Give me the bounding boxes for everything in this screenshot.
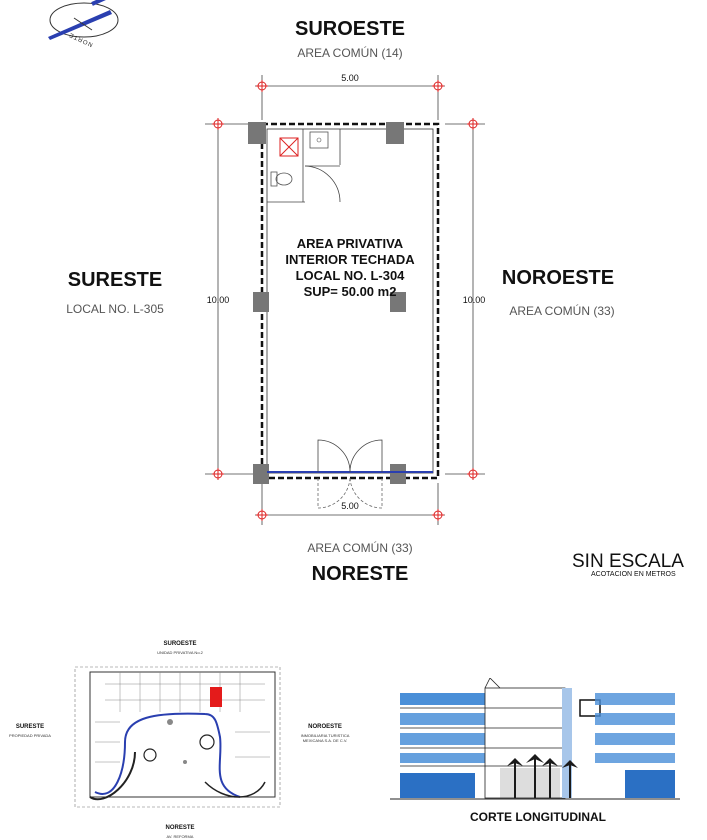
key-left-sub: PROPIEDAD PRIVADA — [9, 733, 51, 738]
plan-top-heading: SUROESTE — [294, 18, 406, 40]
key-left: SURESTE — [15, 724, 45, 730]
plan-left-sub: LOCAL NO. L-305 — [66, 302, 164, 316]
section-title: CORTE LONGITUDINAL — [470, 810, 606, 824]
key-right: NOROESTE — [308, 724, 342, 730]
scale-title: SIN ESCALA — [572, 551, 684, 572]
dim-left: 10.00 — [206, 295, 230, 305]
north-label: NORTE — [67, 30, 94, 48]
key-right-sub-2: MEXICANA S.A. DE C.V. — [302, 738, 348, 743]
key-right-sub-1: INMOBILIARIA TURISTICA — [300, 733, 350, 738]
key-bottom: NORESTE — [165, 825, 195, 831]
unit-line-4: SUP= 50.00 m2 — [303, 284, 397, 299]
plan-bottom-heading: NORESTE — [311, 563, 409, 585]
unit-label — [265, 236, 435, 300]
plan-bottom-sub: AREA COMÚN (33) — [307, 541, 413, 555]
dim-top: 5.00 — [341, 73, 359, 83]
longitudinal-section — [390, 678, 680, 803]
unit-line-3: LOCAL NO. L-304 — [295, 268, 405, 283]
dim-right: 10.00 — [462, 295, 486, 305]
plan-left-heading: SURESTE — [67, 269, 163, 291]
key-plan-drawing — [65, 662, 285, 822]
unit-line-1: AREA PRIVATIVA — [296, 236, 404, 251]
plan-right-heading: NOROESTE — [501, 267, 615, 289]
key-bottom-sub: AV. REFORMA — [166, 834, 194, 839]
key-top: SUROESTE — [163, 641, 197, 647]
dim-bottom: 5.00 — [341, 501, 359, 511]
plan-top-sub: AREA COMÚN (14) — [297, 46, 403, 60]
unit-line-2: INTERIOR TECHADA — [285, 252, 415, 267]
scale-note: ACOTACION EN METROS — [591, 571, 676, 578]
key-top-sub: UNIDAD PRIVATIVA No.2 — [157, 650, 203, 655]
plan-right-sub: AREA COMÚN (33) — [509, 304, 615, 318]
